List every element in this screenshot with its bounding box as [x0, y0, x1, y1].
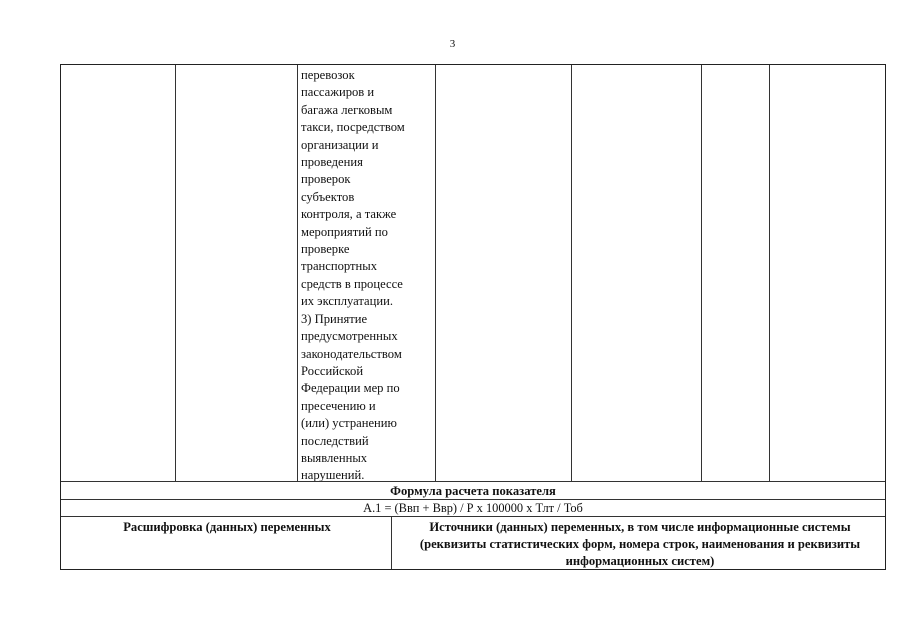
formula-title: Формула расчета показателя	[390, 484, 556, 498]
column-divider	[175, 65, 176, 481]
row-divider	[61, 481, 885, 482]
column-divider	[571, 65, 572, 481]
sources-header: Источники (данных) переменных, в том числе информационные системы (реквизиты статистических форм, номера строк, наименования и реквизиты информационных систем)	[419, 520, 861, 568]
page-number: 3	[449, 38, 456, 50]
row-divider	[61, 516, 885, 517]
activity-description-cell: перевозок пассажиров и багажа легковым такси, посредством организации и проведения проверок субъектов контроля, а также мероприятий по проверке транспортных средств в процессе их эксплуатации. 3) Принятие предусмотренных законодательством Российской Федерации мер по пресечению и (или) устранению последствий выявленных нарушений.	[301, 68, 405, 483]
column-divider	[701, 65, 702, 481]
indicator-table	[60, 64, 886, 570]
column-divider	[297, 65, 298, 481]
formula-expression: А.1 = (Ввп + Ввр) / Р х 100000 х Тлт / Тоб	[363, 501, 583, 515]
variables-header: Расшифровка (данных) переменных	[123, 520, 331, 534]
column-divider	[769, 65, 770, 481]
column-divider	[391, 516, 392, 569]
